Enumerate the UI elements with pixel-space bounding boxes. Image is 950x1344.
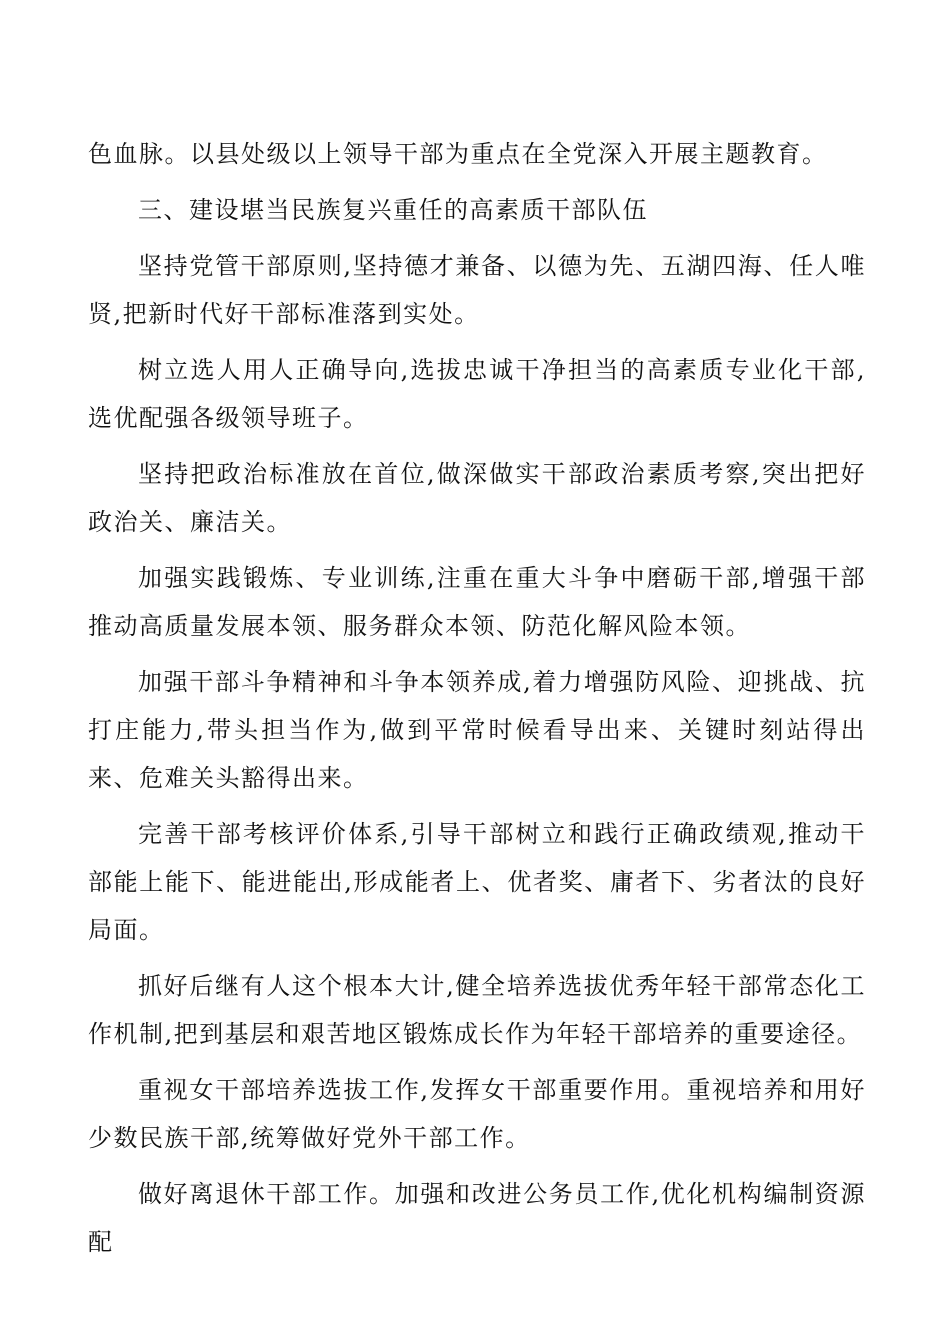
paragraph-continuation: 色血脉。以县处级以上领导干部为重点在全党深入开展主题教育。 <box>88 140 828 168</box>
paragraph: 坚持党管干部原则,坚持德才兼备、以德为先、五湖四海、任人唯贤,把新时代好干部标准落到实处。 <box>88 252 866 328</box>
paragraph: 树立选人用人正确导向,选拔忠诚干净担当的高素质专业化干部,选优配强各级领导班子。 <box>88 356 866 432</box>
paragraph: 重视女干部培养选拔工作,发挥女干部重要作用。重视培养和用好少数民族干部,统筹做好党外干部工作。 <box>88 1076 866 1152</box>
paragraph: 做好离退休干部工作。加强和改进公务员工作,优化机构编制资源配 <box>88 1180 866 1256</box>
paragraph: 加强实践锻炼、专业训练,注重在重大斗争中磨砺干部,增强干部推动高质量发展本领、服务群众本领、防范化解风险本领。 <box>88 564 866 640</box>
paragraph: 加强干部斗争精神和斗争本领养成,着力增强防风险、迎挑战、抗打庄能力,带头担当作为,做到平常时候看导出来、关键时刻站得出来、危难关头豁得出来。 <box>88 668 866 792</box>
paragraph: 抓好后继有人这个根本大计,健全培养选拔优秀年轻干部常态化工作机制,把到基层和艰苦地区锻炼成长作为年轻干部培养的重要途径。 <box>88 972 866 1048</box>
paragraph: 完善干部考核评价体系,引导干部树立和践行正确政绩观,推动干部能上能下、能进能出,形成能者上、优者奖、庸者下、劣者汰的良好局面。 <box>88 820 866 944</box>
document-body <box>88 130 866 1274</box>
section-heading: 三、建设堪当民族复兴重任的高素质干部队伍 <box>138 196 648 224</box>
paragraph: 坚持把政治标准放在首位,做深做实干部政治素质考察,突出把好政治关、廉洁关。 <box>88 460 866 536</box>
